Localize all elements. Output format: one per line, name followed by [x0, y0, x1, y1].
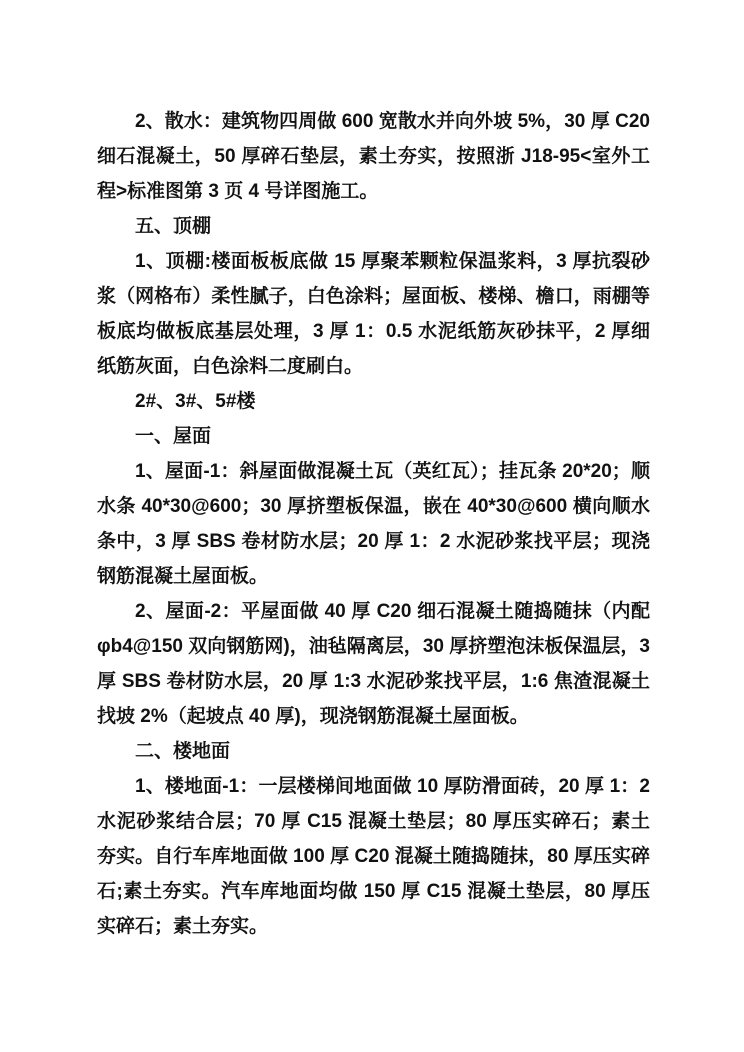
paragraph: 1、顶棚:楼面板板底做 15 厚聚苯颗粒保温浆料，3 厚抗裂砂浆（网格布）柔性腻子，白色涂料；屋面板、楼梯、檐口，雨棚等板底均做板底基层处理，3 厚 1：0.5 水泥纸筋灰砂抹平，2 厚细纸筋灰面，白色涂料二度刷白。 [97, 251, 650, 377]
paragraph: 1、屋面-1：斜屋面做混凝土瓦（英红瓦）；挂瓦条 20*20；顺水条 40*30@600；30 厚挤塑板保温，嵌在 40*30@600 横向顺水条中，3 厚 SBS 卷材防水层；20 厚 1：2 水泥砂浆找平层；现浇钢筋混凝土屋面板。 [97, 461, 650, 587]
section-heading: 一、屋面 [135, 426, 212, 447]
section-heading: 2#、3#、5#楼 [135, 391, 256, 412]
section-heading: 五、顶棚 [135, 216, 212, 237]
paragraph: 2、散水：建筑物四周做 600 宽散水并向外坡 5%，30 厚 C20 细石混凝土，50 厚碎石垫层，素土夯实，按照浙 J18-95<室外工程>标准图第 3 页 4 号详图施工。 [97, 111, 650, 202]
section-heading: 二、楼地面 [135, 741, 231, 762]
paragraph: 2、屋面-2：平屋面做 40 厚 C20 细石混凝土随捣随抹（内配φb4@150 双向钢筋网)，油毡隔离层，30 厚挤塑泡沫板保温层，3 厚 SBS 卷材防水层，20 厚 1:3 水泥砂浆找平层，1:6 焦渣混凝土找坡 2%（起坡点 40 厚)，现浇钢筋混凝土屋面板。 [97, 601, 650, 727]
document-body [97, 104, 650, 944]
paragraph: 1、楼地面-1：一层楼梯间地面做 10 厚防滑面砖，20 厚 1：2 水泥砂浆结合层；70 厚 C15 混凝土垫层；80 厚压实碎石；素土夯实。自行车库地面做 100 厚 C20 混凝土随捣随抹，80 厚压实碎石;素土夯实。汽车库地面均做 150 厚 C15 混凝土垫层，80 厚压实碎石；素土夯实。 [97, 776, 650, 937]
